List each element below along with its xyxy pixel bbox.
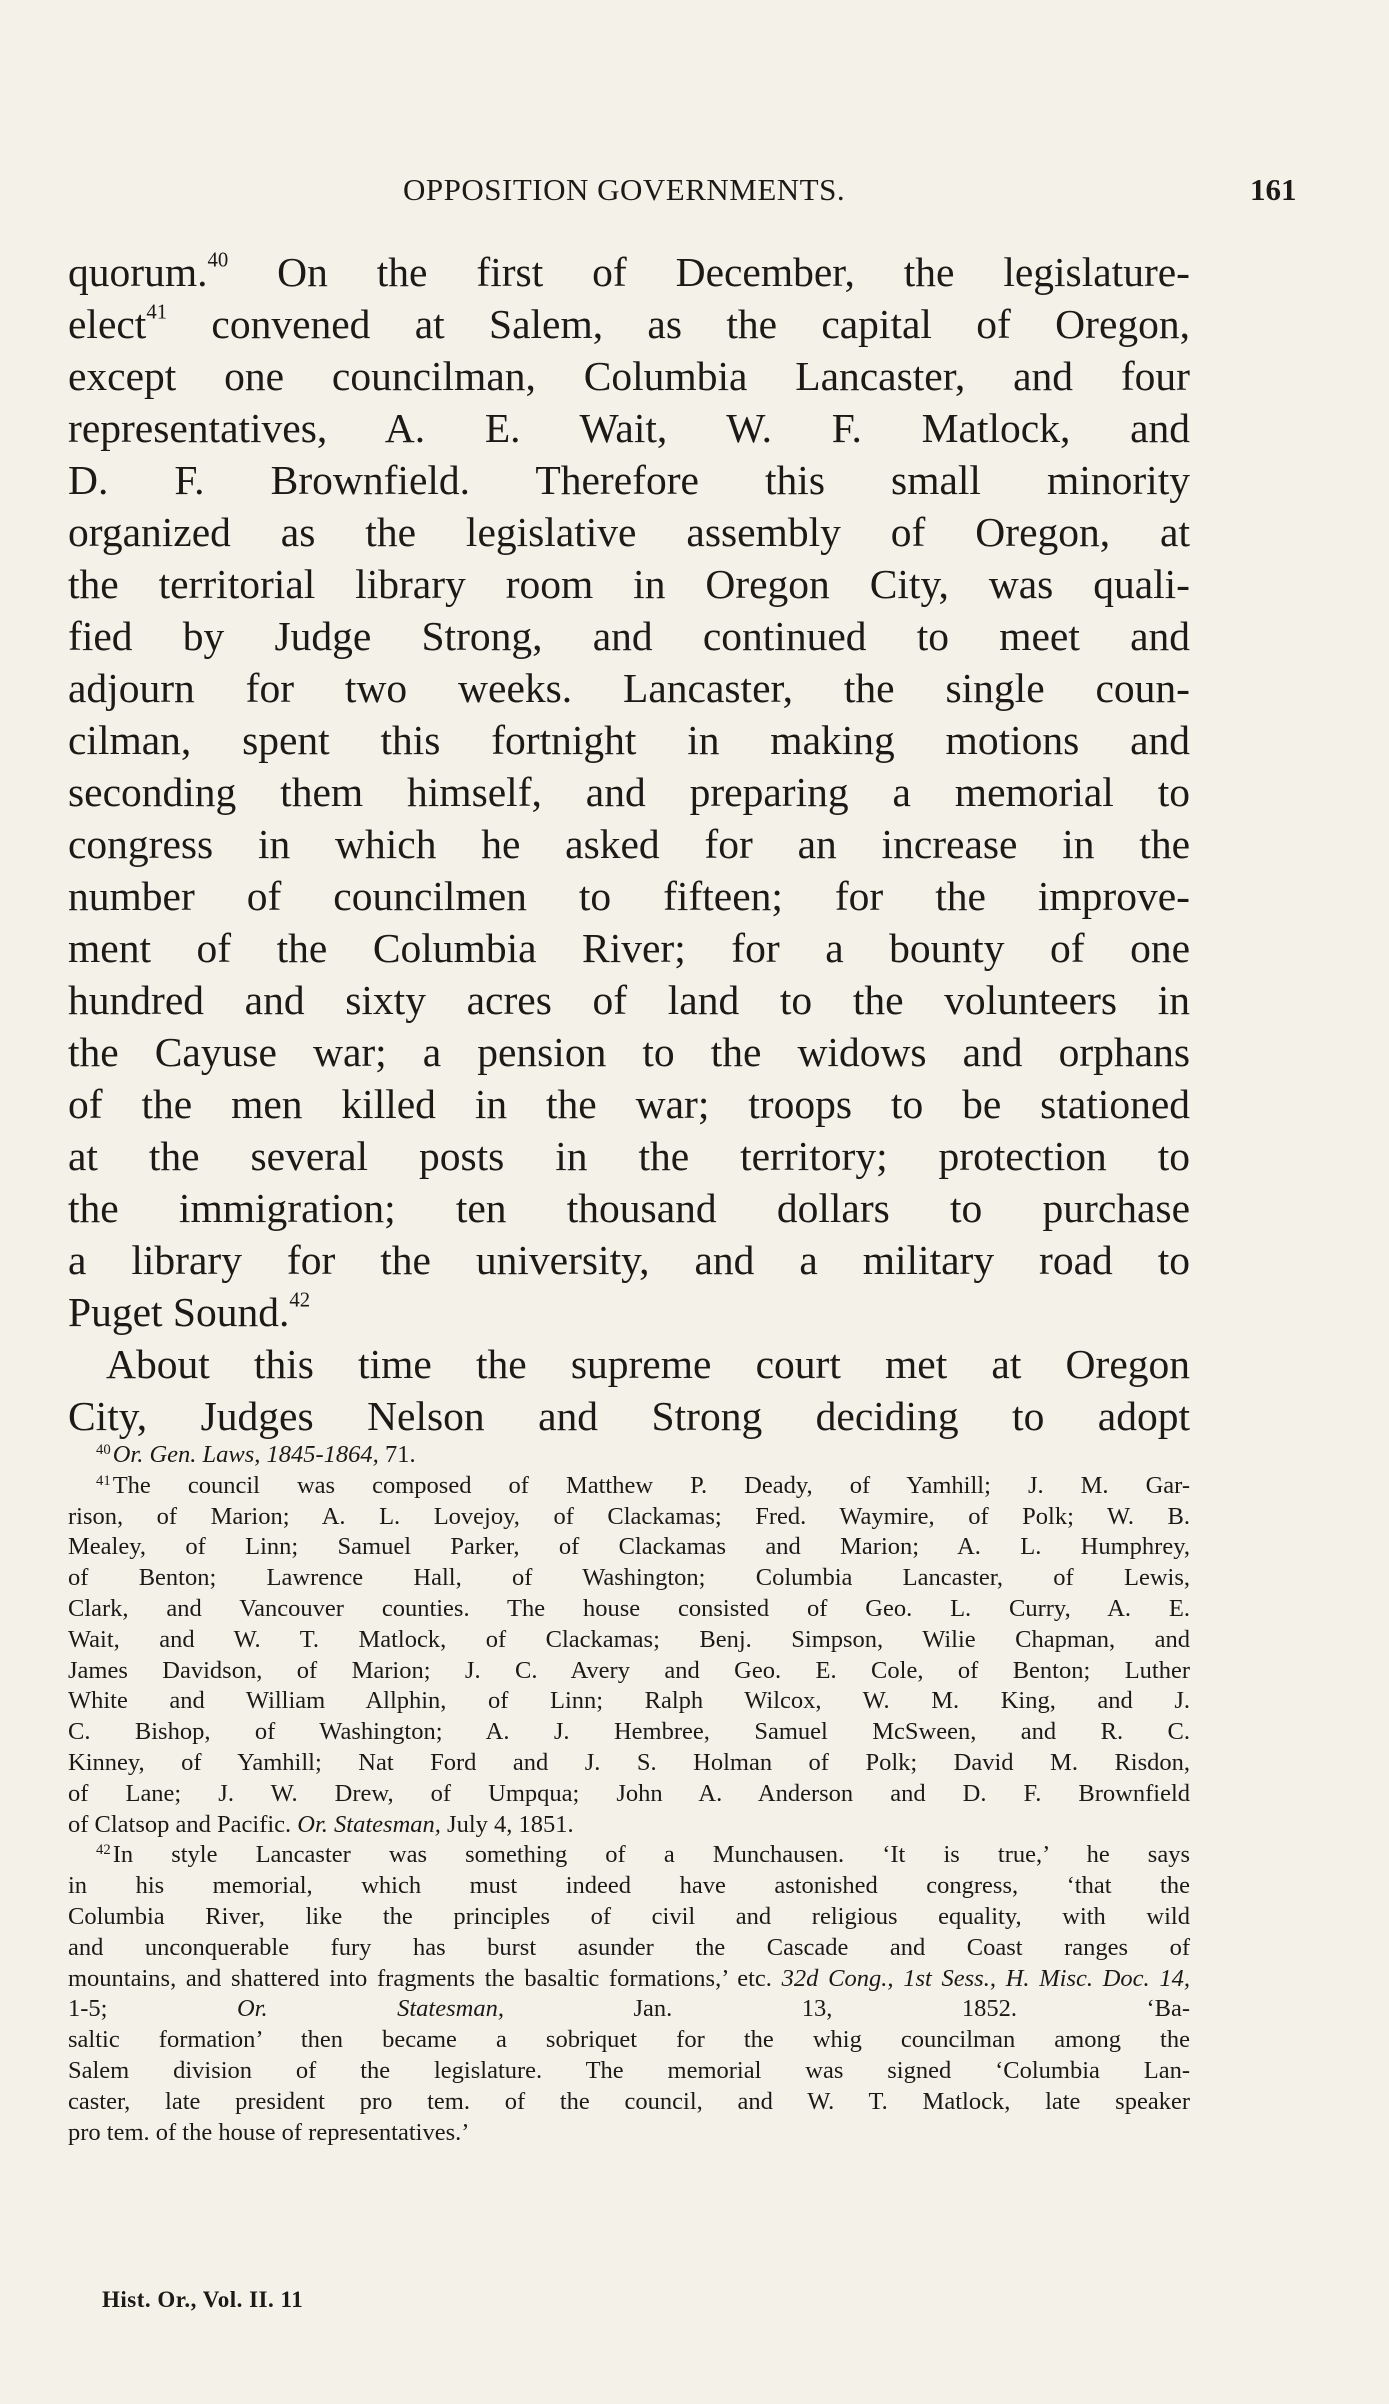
page-number: 161 xyxy=(1250,172,1297,207)
running-head-title: OPPOSITION GOVERNMENTS. xyxy=(403,172,846,207)
text-line: number of councilmen to fifteen; for the improve- xyxy=(68,873,1190,919)
footnote-line: 1-5; Or. Statesman, Jan. 13, 1852. ‘Ba- xyxy=(68,1995,1190,2023)
text-line: the Cayuse war; a pension to the widows and orphans xyxy=(68,1029,1190,1075)
footnote-line: caster, late president pro tem. of the council, and W. T. Matlock, late speaker xyxy=(68,2087,1190,2115)
text-line: fied by Judge Strong, and continued to meet and xyxy=(68,613,1190,659)
running-head xyxy=(68,172,1388,212)
text-line: elect$^{41}$ convened at Salem, as the capital of Oregon, xyxy=(68,301,1190,347)
text-line: adjourn for two weeks. Lancaster, the single coun- xyxy=(68,665,1190,711)
text-line: a library for the university, and a military road to xyxy=(68,1237,1190,1283)
footnote-line: of Lane; J. W. Drew, of Umpqua; John A. Anderson and D. F. Brownfield xyxy=(68,1779,1190,1807)
footnote-line: Salem division of the legislature. The memorial was signed ‘Columbia Lan- xyxy=(68,2056,1190,2084)
text-line: at the several posts in the territory; protection to xyxy=(68,1133,1190,1179)
footnote-line: Wait, and W. T. Matlock, of Clackamas; Benj. Simpson, Wilie Chapman, and xyxy=(68,1625,1190,1653)
footnote-line: pro tem. of the house of representatives.’ xyxy=(68,2118,470,2146)
footnote-line: Mealey, of Linn; Samuel Parker, of Clackamas and Marion; A. L. Humphrey, xyxy=(68,1533,1190,1561)
text-line: congress in which he asked for an increase in the xyxy=(68,821,1190,867)
footnote-42: $^{42}$In style Lancaster was something of a Munchausen. ‘It is true,’ he says xyxy=(96,1841,1190,1869)
footnote-line: mountains, and shattered into fragments the basaltic formations,’ etc. 32d Cong., 1st Sess., H. Misc. Doc. 14, xyxy=(68,1964,1191,1992)
text-line: cilman, spent this fortnight in making motions and xyxy=(68,717,1190,763)
footnote-line: in his memorial, which must indeed have astonished congress, ‘that the xyxy=(68,1872,1190,1900)
footnote-line: C. Bishop, of Washington; A. J. Hembree, Samuel McSween, and R. C. xyxy=(68,1718,1190,1746)
signature-mark: Hist. Or., Vol. II. 11 xyxy=(102,2287,304,2312)
footnote-line: of Clatsop and Pacific. Or. Statesman, July 4, 1851. xyxy=(68,1810,574,1838)
text-line: organized as the legislative assembly of Oregon, at xyxy=(68,509,1190,555)
text-line: representatives, A. E. Wait, W. F. Matlock, and xyxy=(68,405,1190,451)
footnote-ref[interactable]: 42 xyxy=(289,1289,311,1312)
footnotes xyxy=(68,1440,1190,2148)
text-line: except one councilman, Columbia Lancaster, and four xyxy=(68,353,1190,399)
text-line: seconding them himself, and preparing a memorial to xyxy=(68,769,1190,815)
text-line: of the men killed in the war; troops to be stationed xyxy=(68,1081,1190,1127)
text-line: City, Judges Nelson and Strong deciding to adopt xyxy=(68,1393,1190,1439)
text-line: hundred and sixty acres of land to the volunteers in xyxy=(68,977,1190,1023)
text-line: the territorial library room in Oregon City, was quali- xyxy=(68,561,1190,607)
text-line: ment of the Columbia River; for a bounty of one xyxy=(68,925,1190,971)
footnote-40: $^{40}$Or. Gen. Laws, 1845-1864, 71. xyxy=(96,1441,416,1468)
text-line: D. F. Brownfield. Therefore this small minority xyxy=(68,457,1190,503)
footnote-line: rison, of Marion; A. L. Lovejoy, of Clackamas; Fred. Waymire, of Polk; W. B. xyxy=(68,1502,1190,1530)
text-line: Puget Sound.$^{42}$ xyxy=(68,1289,311,1335)
body-text xyxy=(68,246,1190,1442)
footnote-ref[interactable]: 41 xyxy=(146,301,168,324)
text-line: quorum.$^{40}$ On the first of December, the legislature- xyxy=(68,249,1190,295)
footnote-line: White and William Allphin, of Linn; Ralph Wilcox, W. M. King, and J. xyxy=(68,1687,1190,1715)
footnote-41: $^{41}$The council was composed of Matthew P. Deady, of Yamhill; J. M. Gar- xyxy=(96,1471,1190,1499)
footnote-line: saltic formation’ then became a sobriquet for the whig councilman among the xyxy=(68,2026,1190,2054)
text-line: the immigration; ten thousand dollars to purchase xyxy=(68,1185,1190,1231)
footnote-ref[interactable]: 40 xyxy=(207,249,229,272)
footnote-line: Columbia River, like the principles of civil and religious equality, with wild xyxy=(68,1902,1190,1930)
text-line: About this time the supreme court met at Oregon xyxy=(106,1341,1190,1387)
footnote-line: Clark, and Vancouver counties. The house consisted of Geo. L. Curry, A. E. xyxy=(68,1594,1190,1622)
footnote-line: Kinney, of Yamhill; Nat Ford and J. S. Holman of Polk; David M. Risdon, xyxy=(68,1748,1190,1776)
footnote-line: of Benton; Lawrence Hall, of Washington; Columbia Lancaster, of Lewis, xyxy=(68,1564,1190,1592)
footnote-line: James Davidson, of Marion; J. C. Avery and Geo. E. Cole, of Benton; Luther xyxy=(68,1656,1190,1684)
footnote-line: and unconquerable fury has burst asunder the Cascade and Coast ranges of xyxy=(68,1933,1190,1961)
